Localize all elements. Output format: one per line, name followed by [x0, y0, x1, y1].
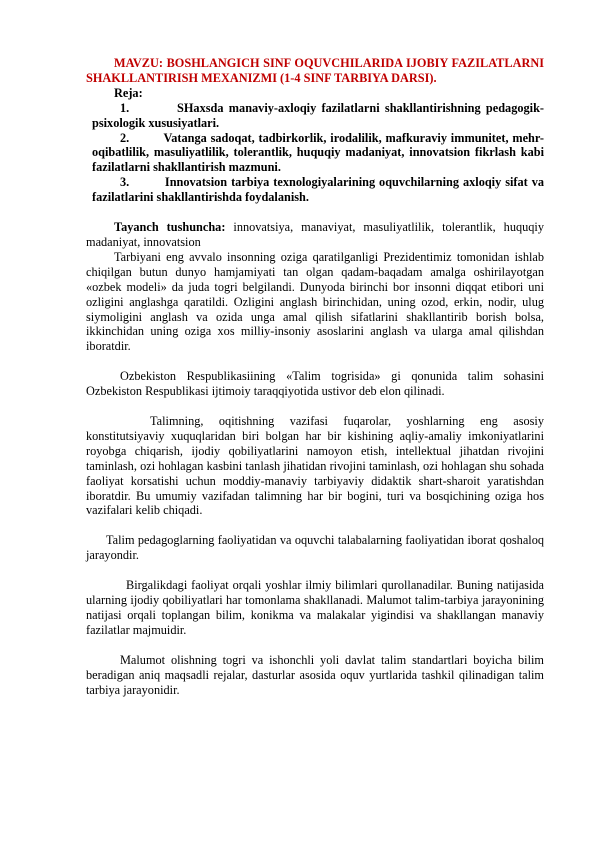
- spacer: [86, 354, 544, 369]
- plan-item-number: 2.: [120, 130, 130, 145]
- plan-heading: Reja:: [114, 85, 143, 100]
- plan-item-2: [86, 131, 544, 176]
- plan-item-number: 1.: [120, 100, 130, 115]
- paragraph-1: Tarbiyani eng avvalo insonning oziga qaratilganligi Prezidentimiz tomonidan ishlab chiqilgan butun dunyo hamjamiyati tan olgan qadam-baqadam amalga oshirilayotgan «ozbek modeli» da juda togri belgilandi. Dunyoda birinchi bor insonni diqqat etibori uni ozligini anglashga qaratildi. Ozligini anglash birinchidan, uning ozod, erkin, nodir, ulug siymoligini anglash va ozida unga amal qilish sifatlarini shakllantirib borish bolsa, ikkinchidan uning oziga xos milliy-insoniy asoslarini anglash va ularga amal qilishdan iboratdir.: [86, 249, 544, 354]
- key-concepts-label: Tayanch tushuncha:: [114, 220, 226, 235]
- plan-item-text: Innovatsion tarbiya texnologiyalarining oquvchilarning axloqiy sifat va fazilatlarini shakllantirishda foydalanish.: [92, 175, 545, 205]
- spacer: [86, 399, 544, 414]
- spacer: [86, 518, 544, 533]
- plan-item-text: Vatanga sadoqat, tadbirkorlik, irodalilik, mafkuraviy immunitet, mehr-oqibatlilik, masuliyatlilik, tolerantlik, huquqiy madaniyat, innovatsion fikrlash kabi fazilatlarni shakllantirish mazmuni.: [92, 130, 544, 175]
- spacer: [86, 638, 544, 653]
- paragraph-6: Malumot olishning togri va ishonchli yoli davlat talim standartlari boyicha bilim beradigan aniq maqsadli rejalar, dasturlar asosida oquv yurtlarida tashkil qilinadigan talim tarbiya jarayonidir.: [86, 652, 544, 697]
- plan-item-number: 3.: [120, 175, 130, 190]
- plan-item-text: SHaxsda manaviy-axloqiy fazilatlarni shakllantirishning pedagogik-psixologik xususiyatlari.: [92, 100, 544, 130]
- document-body: [86, 56, 544, 698]
- plan-item-1: [86, 101, 544, 131]
- spacer: [86, 563, 544, 578]
- paragraph-4: Talim pedagoglarning faoliyatidan va oquvchi talabalarning faoliyatidan iborat qoshaloq jarayondir.: [86, 533, 544, 563]
- key-concepts: [86, 220, 544, 250]
- paragraph-5: Birgalikdagi faoliyat orqali yoshlar ilmiy bilimlari qurollanadilar. Buning natijasida ularning ijodiy qobiliyatlari har tomonlama shakllanadi. Malumot talim-tarbiya jarayonining natijasi orqali toplangan bilim, konikma va malakalar yigindisi va shakllangan manaviy fazilatlar majmuidir.: [86, 578, 544, 637]
- key-concepts-text: innovatsiya, manaviyat, masuliyatlilik, tolerantlik, huquqiy madaniyat, innovatsion: [86, 220, 544, 249]
- paragraph-3: Talimning, oqitishning vazifasi fuqarolar, yoshlarning eng asosiy konstitutsiyaviy xuquqlaridan biri bolgan har bir kishining aqliy-amaliy imkoniyatlarini royobga chiqarish, ijodiy qobiliyatlarini namoyon etish, intellektual jihatdan rivojini taminlash, ozi hohlagan kasbini tanlash jihatidan rivojini taminlash, ozi hohlagan shu sohada faoliyat korsatishi uchun moddiy-manaviy tarbiyaviy didaktik shart-sharoit yaratishdan iboratdir. Bu umumiy vazifadan talimning har bir bogini, turi va bosqichining oziga hos vazifalari kelib chiqadi.: [86, 414, 544, 518]
- document-title: MAVZU: BOSHLANGICH SINF OQUVCHILARIDA IJOBIY FAZILATLARNI SHAKLLANTIRISH MEXANIZMI (1-4 SINF TARBIYA DARSI).: [86, 56, 544, 85]
- plan-item-3: [86, 175, 544, 205]
- paragraph-2: Ozbekiston Respublikasiining «Talim togrisida» gi qonunida talim sohasini Ozbekiston Respublikasi ijtimoiy taraqqiyotida ustivor deb elon qilinadi.: [86, 369, 544, 399]
- spacer: [86, 205, 544, 220]
